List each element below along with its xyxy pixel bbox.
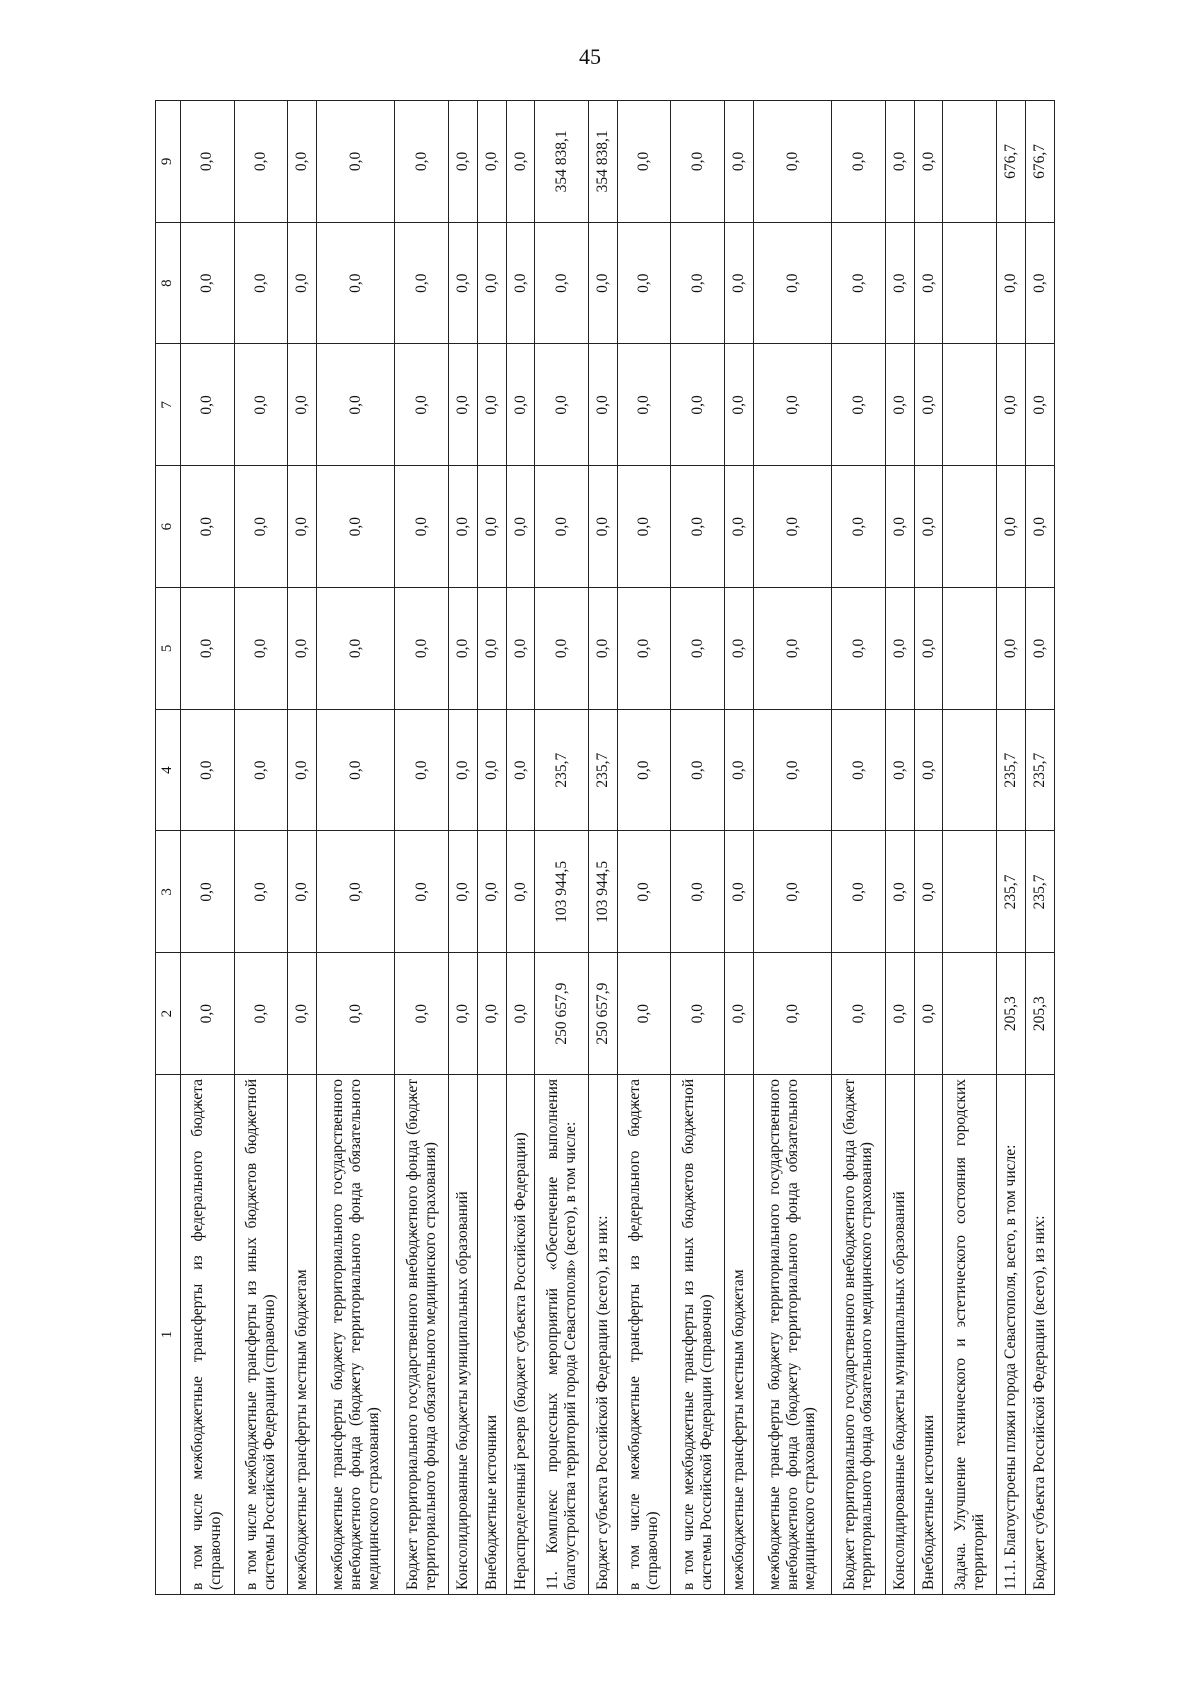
budget-table — [155, 100, 1055, 1595]
table-cell: 0,0 — [395, 709, 449, 831]
table-cell: 0,0 — [1025, 588, 1054, 710]
row-label: в том числе межбюджетные трансферты из федерального бюджета (справочно) — [617, 1075, 671, 1595]
table-cell: 0,0 — [589, 344, 618, 466]
table-cell: 0,0 — [885, 831, 914, 953]
table-cell: 0,0 — [671, 101, 725, 223]
table-cell: 235,7 — [1025, 709, 1054, 831]
table-row — [317, 101, 395, 1595]
table-cell: 0,0 — [997, 588, 1026, 710]
row-label: 11.1. Благоустроены пляжи города Севастополя, всего, в том числе: — [997, 1075, 1026, 1595]
table-cell: 0,0 — [288, 101, 317, 223]
table-cell: 0,0 — [885, 222, 914, 344]
table-cell: 0,0 — [234, 344, 288, 466]
table-cell: 0,0 — [914, 344, 943, 466]
column-header: 1 — [156, 1075, 181, 1595]
table-cell: 0,0 — [617, 588, 671, 710]
table-cell: 0,0 — [288, 466, 317, 588]
table-cell: 0,0 — [617, 709, 671, 831]
table-cell: 0,0 — [477, 344, 506, 466]
table-cell: 0,0 — [617, 831, 671, 953]
table-cell: 0,0 — [753, 709, 831, 831]
table-cell: 0,0 — [725, 953, 754, 1075]
table-cell: 0,0 — [671, 588, 725, 710]
table-cell: 354 838,1 — [589, 101, 618, 223]
table-cell: 103 944,5 — [589, 831, 618, 953]
table-cell: 0,0 — [725, 466, 754, 588]
table-cell — [943, 466, 997, 588]
table-cell: 0,0 — [288, 222, 317, 344]
table-cell: 0,0 — [832, 709, 886, 831]
table-cell: 0,0 — [317, 101, 395, 223]
table-cell: 0,0 — [589, 588, 618, 710]
table-cell: 0,0 — [535, 466, 589, 588]
table-cell: 0,0 — [477, 709, 506, 831]
table-cell: 0,0 — [448, 953, 477, 1075]
table-cell: 676,7 — [1025, 101, 1054, 223]
table-cell: 0,0 — [535, 222, 589, 344]
column-header: 9 — [156, 101, 181, 223]
table-cell: 0,0 — [589, 466, 618, 588]
table-cell: 0,0 — [725, 222, 754, 344]
table-cell: 0,0 — [448, 222, 477, 344]
table-cell: 0,0 — [885, 709, 914, 831]
row-label: Бюджет субъекта Российской Федерации (всего), из них: — [1025, 1075, 1054, 1595]
table-row — [671, 101, 725, 1595]
table-cell: 0,0 — [234, 101, 288, 223]
table-row — [617, 101, 671, 1595]
table-row — [725, 101, 754, 1595]
row-label: Задача. Улучшение технического и эстетического состояния городских территорий — [943, 1075, 997, 1595]
row-label: Бюджет территориального государственного внебюджетного фонда (бюджет территориального фонда обязательного медицинского страхования) — [832, 1075, 886, 1595]
table-row — [288, 101, 317, 1595]
table-cell: 0,0 — [181, 101, 235, 223]
table-cell: 0,0 — [914, 953, 943, 1075]
table-cell: 0,0 — [832, 831, 886, 953]
row-label: Внебюджетные источники — [477, 1075, 506, 1595]
table-row — [832, 101, 886, 1595]
table-cell: 103 944,5 — [535, 831, 589, 953]
table-cell: 0,0 — [395, 588, 449, 710]
table-cell: 676,7 — [997, 101, 1026, 223]
table-cell: 0,0 — [317, 466, 395, 588]
row-label: Бюджет территориального государственного внебюджетного фонда (бюджет территориального фонда обязательного медицинского страхования) — [395, 1075, 449, 1595]
table-cell: 0,0 — [234, 709, 288, 831]
table-cell: 0,0 — [914, 709, 943, 831]
table-row — [943, 101, 997, 1595]
table-cell: 0,0 — [448, 709, 477, 831]
column-header: 7 — [156, 344, 181, 466]
table-cell: 0,0 — [477, 466, 506, 588]
table-cell: 0,0 — [181, 466, 235, 588]
table-cell: 0,0 — [395, 953, 449, 1075]
table-cell: 250 657,9 — [589, 953, 618, 1075]
table-cell: 0,0 — [914, 222, 943, 344]
table-cell: 0,0 — [234, 831, 288, 953]
table-cell — [943, 953, 997, 1075]
table-row — [234, 101, 288, 1595]
table-cell: 0,0 — [181, 831, 235, 953]
table-cell: 0,0 — [832, 588, 886, 710]
row-label: Бюджет субъекта Российской Федерации (всего), из них: — [589, 1075, 618, 1595]
table-cell: 0,0 — [885, 466, 914, 588]
table-cell: 0,0 — [317, 222, 395, 344]
table-cell: 235,7 — [997, 709, 1026, 831]
table-cell: 0,0 — [997, 344, 1026, 466]
table-cell: 0,0 — [448, 101, 477, 223]
table-cell: 0,0 — [477, 831, 506, 953]
table-cell: 0,0 — [671, 953, 725, 1075]
table-cell: 0,0 — [234, 466, 288, 588]
table-cell: 0,0 — [181, 222, 235, 344]
table-cell: 235,7 — [535, 709, 589, 831]
table-cell: 250 657,9 — [535, 953, 589, 1075]
row-label: Консолидированные бюджеты муниципальных образований — [448, 1075, 477, 1595]
table-cell: 0,0 — [395, 466, 449, 588]
table-cell: 0,0 — [617, 344, 671, 466]
table-cell: 0,0 — [395, 344, 449, 466]
table-cell: 0,0 — [914, 831, 943, 953]
table-cell: 0,0 — [725, 588, 754, 710]
table-cell: 0,0 — [317, 588, 395, 710]
row-label: в том числе межбюджетные трансферты из иных бюджетов бюджетной системы Российской Федерации (справочно) — [671, 1075, 725, 1595]
table-row — [1025, 101, 1054, 1595]
table-cell: 0,0 — [181, 709, 235, 831]
table-cell: 0,0 — [317, 831, 395, 953]
table-row — [914, 101, 943, 1595]
row-label: межбюджетные трансферты бюджету территориального государственного внебюджетного фонда (бюджету территориального фонда обязательного медицинского страхования) — [753, 1075, 831, 1595]
table-cell: 0,0 — [395, 831, 449, 953]
table-row — [753, 101, 831, 1595]
table-cell: 0,0 — [181, 953, 235, 1075]
table-cell: 0,0 — [395, 222, 449, 344]
table-cell: 0,0 — [617, 222, 671, 344]
table-cell: 235,7 — [589, 709, 618, 831]
row-label: Консолидированные бюджеты муниципальных образований — [885, 1075, 914, 1595]
table-row — [395, 101, 449, 1595]
table-cell: 0,0 — [448, 588, 477, 710]
table-cell: 0,0 — [589, 222, 618, 344]
table-cell — [943, 222, 997, 344]
table-row — [506, 101, 535, 1595]
table-cell: 235,7 — [997, 831, 1026, 953]
table-cell: 0,0 — [885, 101, 914, 223]
table-cell: 0,0 — [477, 222, 506, 344]
table-cell: 0,0 — [506, 709, 535, 831]
row-label: Нераспределенный резерв (бюджет субъекта Российской Федерации) — [506, 1075, 535, 1595]
column-header: 6 — [156, 466, 181, 588]
table-cell: 0,0 — [617, 466, 671, 588]
table-row — [181, 101, 235, 1595]
table-cell: 0,0 — [477, 953, 506, 1075]
table-cell: 0,0 — [914, 588, 943, 710]
table-cell: 0,0 — [671, 344, 725, 466]
table-cell: 354 838,1 — [535, 101, 589, 223]
table-row — [535, 101, 589, 1595]
table-cell: 0,0 — [535, 344, 589, 466]
table-cell: 0,0 — [753, 344, 831, 466]
table-cell: 0,0 — [288, 831, 317, 953]
table-cell: 0,0 — [832, 101, 886, 223]
table-cell: 0,0 — [753, 101, 831, 223]
table-cell: 0,0 — [506, 344, 535, 466]
row-label: межбюджетные трансферты бюджету территориального государственного внебюджетного фонда (бюджету территориального фонда обязательного медицинского страхования) — [317, 1075, 395, 1595]
table-cell: 0,0 — [885, 588, 914, 710]
table-cell: 0,0 — [832, 466, 886, 588]
table-row — [997, 101, 1026, 1595]
column-header: 5 — [156, 588, 181, 710]
table-cell: 0,0 — [506, 222, 535, 344]
table-cell: 0,0 — [617, 101, 671, 223]
row-label: межбюджетные трансферты местным бюджетам — [288, 1075, 317, 1595]
table-row — [589, 101, 618, 1595]
table-cell: 0,0 — [832, 222, 886, 344]
table-cell: 0,0 — [671, 831, 725, 953]
table-cell: 0,0 — [753, 588, 831, 710]
table-cell: 235,7 — [1025, 831, 1054, 953]
table-cell: 0,0 — [234, 588, 288, 710]
table-cell — [943, 831, 997, 953]
table-cell — [943, 344, 997, 466]
table-cell: 0,0 — [1025, 466, 1054, 588]
table-cell: 0,0 — [671, 466, 725, 588]
column-header: 8 — [156, 222, 181, 344]
table-cell: 0,0 — [395, 101, 449, 223]
table-cell: 0,0 — [477, 588, 506, 710]
table-cell: 0,0 — [506, 831, 535, 953]
table-cell: 0,0 — [753, 831, 831, 953]
table-cell: 0,0 — [448, 466, 477, 588]
table-cell: 0,0 — [885, 344, 914, 466]
table-cell: 0,0 — [725, 709, 754, 831]
table-cell: 0,0 — [506, 466, 535, 588]
table-cell: 205,3 — [1025, 953, 1054, 1075]
table-cell: 0,0 — [914, 466, 943, 588]
table-cell: 0,0 — [506, 588, 535, 710]
table-cell: 0,0 — [506, 101, 535, 223]
row-label: Внебюджетные источники — [914, 1075, 943, 1595]
table-body — [181, 101, 1055, 1595]
table-cell: 0,0 — [477, 101, 506, 223]
table-cell: 0,0 — [288, 344, 317, 466]
table-cell: 0,0 — [288, 953, 317, 1075]
table-cell: 0,0 — [317, 953, 395, 1075]
table-cell: 0,0 — [506, 953, 535, 1075]
table-cell: 0,0 — [753, 953, 831, 1075]
column-header: 4 — [156, 709, 181, 831]
table-cell: 0,0 — [288, 709, 317, 831]
table-cell: 0,0 — [234, 953, 288, 1075]
table-cell: 0,0 — [181, 344, 235, 466]
table-cell: 0,0 — [1025, 222, 1054, 344]
table-row — [885, 101, 914, 1595]
table-cell — [943, 588, 997, 710]
row-label: межбюджетные трансферты местным бюджетам — [725, 1075, 754, 1595]
table-cell: 205,3 — [997, 953, 1026, 1075]
table-cell: 0,0 — [753, 222, 831, 344]
table-cell: 0,0 — [725, 101, 754, 223]
table-cell: 0,0 — [317, 709, 395, 831]
table-cell: 0,0 — [617, 953, 671, 1075]
table-cell: 0,0 — [671, 709, 725, 831]
table-cell: 0,0 — [832, 344, 886, 466]
table-row — [448, 101, 477, 1595]
row-label: в том числе межбюджетные трансферты из иных бюджетов бюджетной системы Российской Федерации (справочно) — [234, 1075, 288, 1595]
row-label: 11. Комплекс процессных мероприятий «Обеспечение выполнения благоустройства территорий города Севастополя» (всего), в том числе: — [535, 1075, 589, 1595]
table-cell: 0,0 — [448, 344, 477, 466]
table-cell: 0,0 — [997, 222, 1026, 344]
table-cell: 0,0 — [914, 101, 943, 223]
table-cell: 0,0 — [832, 953, 886, 1075]
table-cell: 0,0 — [535, 588, 589, 710]
column-header: 3 — [156, 831, 181, 953]
table-cell: 0,0 — [725, 831, 754, 953]
table-row — [477, 101, 506, 1595]
table-cell — [943, 709, 997, 831]
table-cell: 0,0 — [181, 588, 235, 710]
header-row — [156, 101, 181, 1595]
table-cell: 0,0 — [753, 466, 831, 588]
table-cell: 0,0 — [725, 344, 754, 466]
table-cell: 0,0 — [885, 953, 914, 1075]
table-cell: 0,0 — [317, 344, 395, 466]
table-cell: 0,0 — [448, 831, 477, 953]
table-cell: 0,0 — [1025, 344, 1054, 466]
column-header: 2 — [156, 953, 181, 1075]
table-cell: 0,0 — [234, 222, 288, 344]
table-cell: 0,0 — [997, 466, 1026, 588]
table-cell: 0,0 — [671, 222, 725, 344]
page-number: 45 — [579, 44, 601, 69]
table-cell: 0,0 — [288, 588, 317, 710]
row-label: в том числе межбюджетные трансферты из федерального бюджета (справочно) — [181, 1075, 235, 1595]
table-container — [155, 100, 1055, 1595]
table-cell — [943, 101, 997, 223]
